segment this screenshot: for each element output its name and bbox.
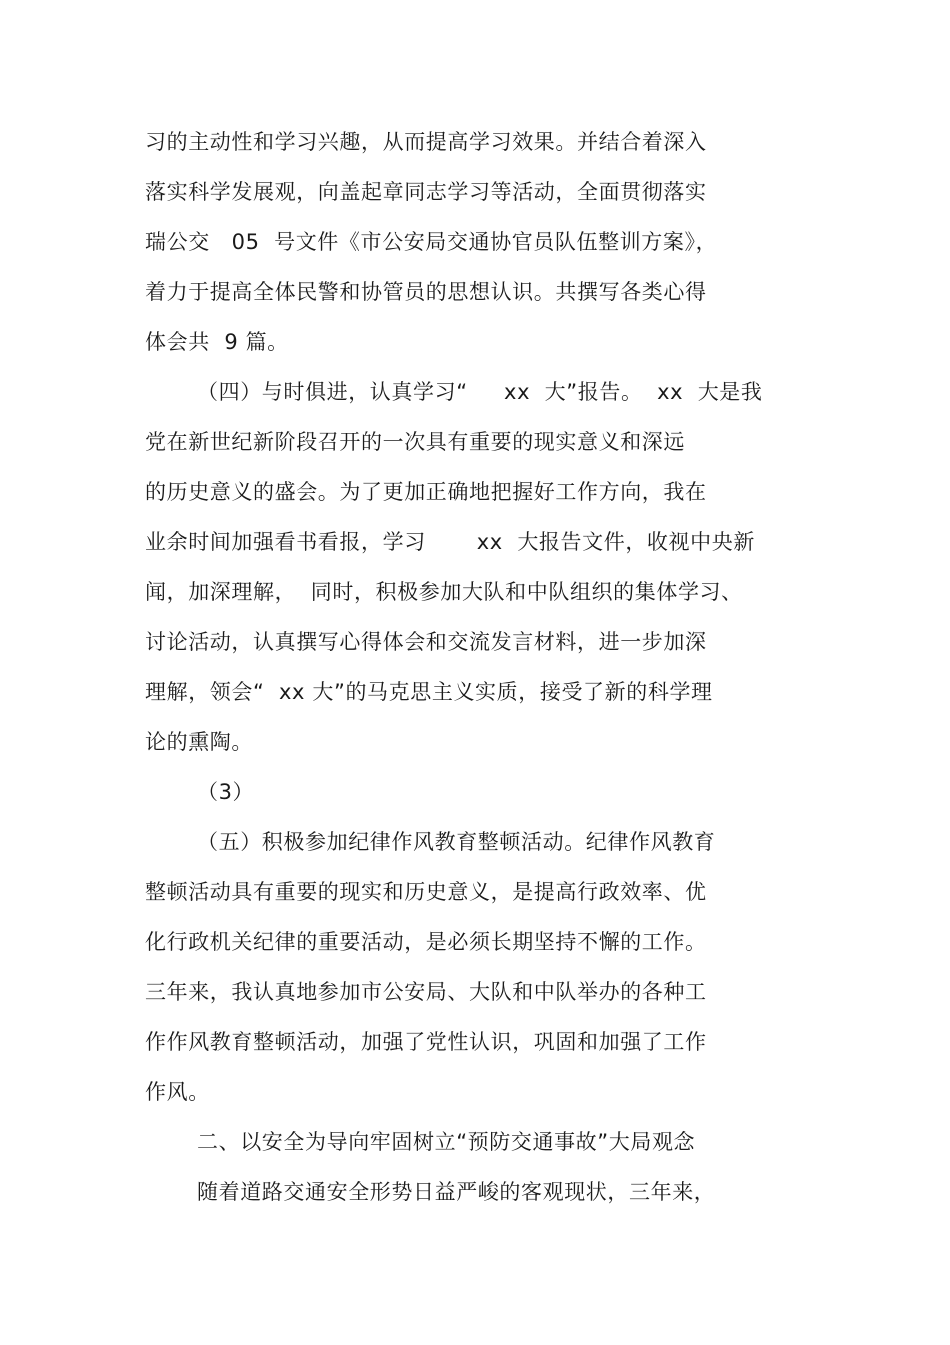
text-line-8: 的历史意义的盛会。为了更加正确地把握好工作方向，我在: [145, 480, 707, 504]
text-line-11: 讨论活动，认真撰写心得体会和交流发言材料，进一步加深: [145, 630, 707, 654]
text-line-20: 作风。: [145, 1080, 210, 1104]
section-two-heading: 二、以安全为导向牢固树立“预防交通事故”大局观念: [197, 1130, 696, 1154]
text-line-13: 论的熏陶。: [145, 730, 253, 754]
text-line-17: 化行政机关纪律的重要活动，是必须长期坚持不懈的工作。: [145, 930, 707, 954]
text-line-9: 业余时间加强看书看报，学习 xx 大报告文件，收视中央新: [145, 530, 755, 554]
text-line-12: 理解，领会“ xx 大”的马克思主义实质，接受了新的科学理: [145, 680, 713, 704]
text-line-18: 三年来，我认真地参加市公安局、大队和中队举办的各种工: [145, 980, 707, 1004]
text-line-1: 习的主动性和学习兴趣，从而提高学习效果。并结合着深入: [145, 130, 707, 154]
item-number-3: （3）: [197, 780, 255, 804]
text-line-4: 着力于提高全体民警和协管员的思想认识。共撰写各类心得: [145, 280, 707, 304]
text-line-10: 闻，加深理解， 同时，积极参加大队和中队组织的集体学习、: [145, 580, 743, 604]
text-line-7: 党在新世纪新阶段召开的一次具有重要的现实意义和深远: [145, 430, 685, 454]
text-line-22: 随着道路交通安全形势日益严峻的客观现状，三年来，: [197, 1180, 716, 1204]
text-line-5: 体会共 9 篇。: [145, 330, 289, 354]
text-line-19: 作作风教育整顿活动，加强了党性认识，巩固和加强了工作: [145, 1030, 707, 1054]
section-four-heading: （四）与时俱进，认真学习“ xx 大”报告。 xx 大是我: [197, 380, 763, 404]
section-five-heading: （五）积极参加纪律作风教育整顿活动。纪律作风教育: [197, 830, 716, 854]
text-line-2: 落实科学发展观，向盖起章同志学习等活动，全面贯彻落实: [145, 180, 707, 204]
text-line-3: 瑞公交 05 号文件《市公安局交通协官员队伍整训方案》，: [145, 230, 718, 254]
text-line-16: 整顿活动具有重要的现实和历史意义，是提高行政效率、优: [145, 880, 707, 904]
